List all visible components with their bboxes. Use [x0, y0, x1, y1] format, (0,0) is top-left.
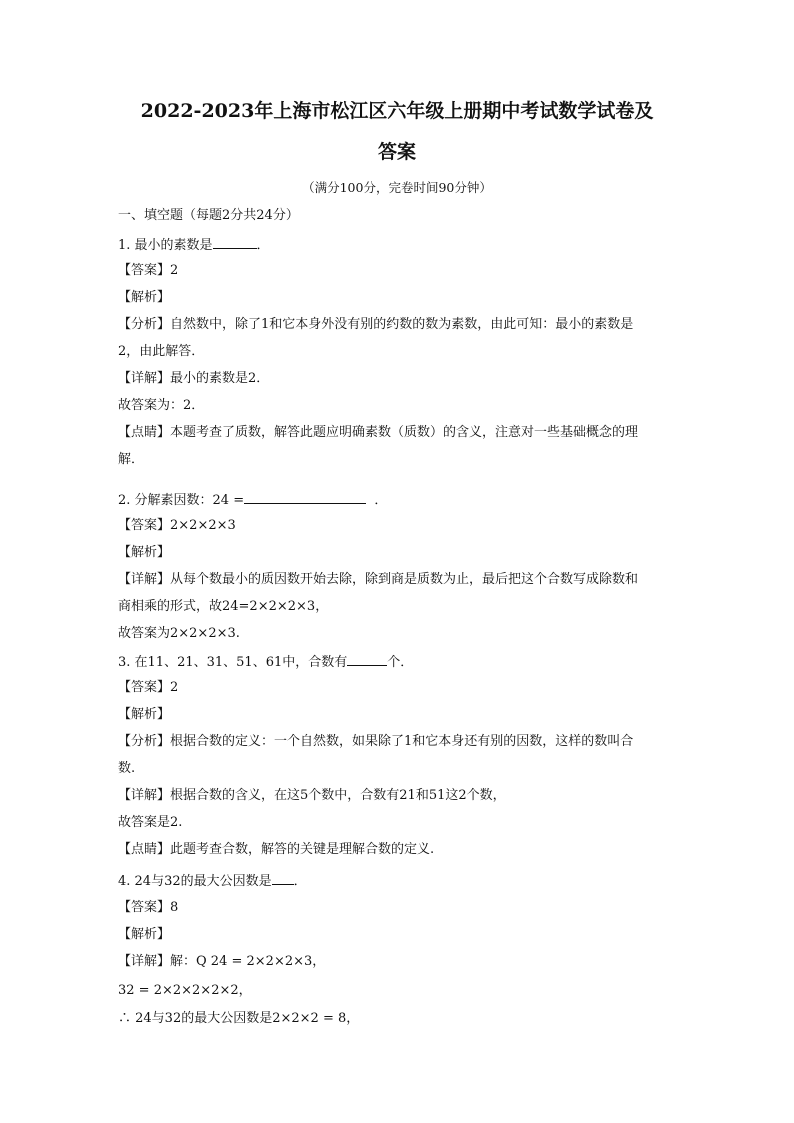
question-1-blank	[213, 235, 257, 249]
xiangjie-tag: 【详解】	[118, 371, 171, 386]
xiangjie-text: 从每个数最小的质因数开始去除，除到商是质数为止，最后把这个合数写成除数和	[170, 572, 639, 587]
question-3-xiangjie	[118, 787, 506, 805]
question-2-stem: 2. 分解素因数：24 =	[118, 493, 245, 508]
question-3-fenxi	[118, 733, 633, 751]
page-title-continued: 答案	[377, 141, 416, 163]
question-1	[118, 235, 270, 255]
question-2-answer	[118, 517, 236, 535]
exam-subtitle: （满分100分，完卷时间90分钟）	[302, 180, 492, 195]
xiangjie-tag: 【详解】	[118, 788, 171, 803]
question-3-answer	[118, 679, 178, 697]
dianjing-text: 此题考查合数，解答的关键是理解合数的定义.	[170, 842, 435, 857]
fenxi-tag: 【分析】	[118, 734, 171, 749]
xiangjie-tag: 【详解】	[118, 954, 171, 969]
question-1-dianjing	[118, 424, 638, 442]
question-4-xiangjie	[118, 953, 325, 971]
question-3-dianjing	[118, 841, 434, 859]
fenxi-tag: 【分析】	[118, 317, 171, 332]
question-3-conclusion: 故答案是2.	[118, 815, 183, 830]
question-3	[118, 652, 413, 672]
question-4	[118, 871, 307, 891]
fenxi-text: 根据合数的定义：一个自然数，如果除了1和它本身还有别的因数，这样的数叫合	[170, 734, 634, 749]
question-1-xiangjie	[118, 370, 269, 388]
page-title: 2022-2023年上海市松江区六年级上册期中考试数学试卷及	[140, 100, 654, 122]
question-3-blank	[347, 652, 387, 666]
analysis-tag: 【解析】	[118, 290, 171, 305]
question-2-conclusion: 故答案为2×2×2×3.	[118, 626, 240, 641]
question-2-blank	[244, 490, 366, 504]
section-heading: 一、填空题（每题2分共24分）	[118, 208, 299, 223]
question-2-xiangjie-cont: 商相乘的形式，故24=2×2×2×3，	[118, 599, 329, 614]
analysis-tag: 【解析】	[118, 545, 171, 560]
question-3-fenxi-cont: 数.	[118, 761, 136, 776]
answer-value: 2	[170, 680, 179, 695]
answer-tag: 【答案】	[118, 518, 171, 533]
question-4-step-2: 32 = 2×2×2×2×2，	[118, 983, 252, 998]
analysis-tag: 【解析】	[118, 707, 171, 722]
question-4-blank	[272, 871, 294, 885]
question-2-end: ．	[374, 493, 388, 508]
question-3-end: 个．	[387, 655, 414, 670]
answer-value: 2	[170, 263, 179, 278]
dianjing-tag: 【点睛】	[118, 842, 171, 857]
xiangjie-text: 解：Q 24 = 2×2×2×3，	[170, 954, 326, 969]
question-2-xiangjie	[118, 571, 638, 589]
question-4-answer	[118, 899, 178, 917]
question-1-conclusion: 故答案为：2．	[118, 398, 205, 413]
answer-tag: 【答案】	[118, 680, 171, 695]
question-2	[118, 490, 387, 510]
analysis-tag: 【解析】	[118, 927, 171, 942]
answer-tag: 【答案】	[118, 900, 171, 915]
question-1-answer	[118, 262, 178, 280]
xiangjie-text: 根据合数的含义，在这5个数中，合数有21和51这2个数，	[170, 788, 506, 803]
question-1-fenxi	[118, 316, 633, 334]
answer-value: 2×2×2×3	[170, 518, 236, 533]
xiangjie-tag: 【详解】	[118, 572, 171, 587]
dianjing-text: 本题考查了质数，解答此题应明确素数（质数）的含义，注意对一些基础概念的理	[170, 425, 639, 440]
question-1-fenxi-cont: 2，由此解答．	[118, 344, 205, 359]
question-1-stem: 1. 最小的素数是	[118, 238, 213, 253]
question-4-step-3: ∴ 24与32的最大公因数是2×2×2 = 8，	[118, 1011, 360, 1026]
fenxi-text: 自然数中，除了1和它本身外没有别的约数的数为素数，由此可知：最小的素数是	[170, 317, 634, 332]
xiangjie-text: 最小的素数是2．	[170, 371, 270, 386]
question-3-stem: 3. 在11、21、31、51、61中，合数有	[118, 655, 348, 670]
question-1-dianjing-cont: 解．	[118, 452, 145, 467]
question-1-end: ．	[256, 238, 270, 253]
answer-tag: 【答案】	[118, 263, 171, 278]
question-4-end: ．	[293, 874, 307, 889]
dianjing-tag: 【点睛】	[118, 425, 171, 440]
question-4-stem: 4. 24与32的最大公因数是	[118, 874, 272, 889]
answer-value: 8	[170, 900, 179, 915]
